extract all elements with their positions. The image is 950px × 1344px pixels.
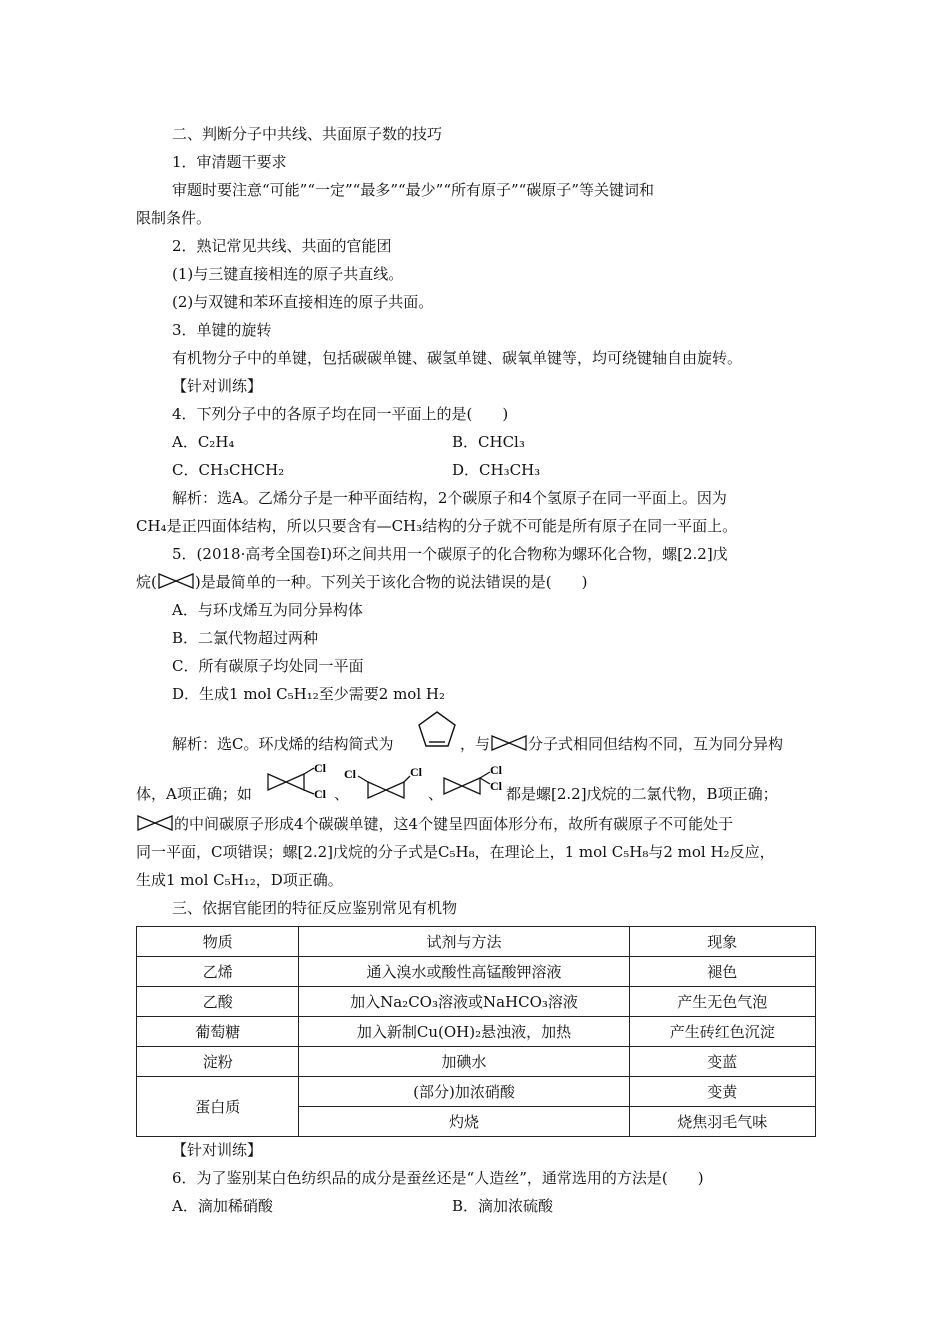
table-header-row xyxy=(137,927,816,957)
table-cell: 葡萄糖 xyxy=(137,1017,299,1047)
question-5-stem xyxy=(136,572,587,592)
option-c: C．CH₃CHCH₂ xyxy=(172,461,285,479)
option-a: A．滴加稀硝酸 xyxy=(172,1197,273,1215)
analysis: 解析：选A。乙烯分子是一种平面结构，2个碳原子和4个氢原子在同一平面上。因为 xyxy=(172,489,727,507)
option-d: D．生成1 mol C₅H₁₂至少需要2 mol H₂ xyxy=(172,685,445,703)
list-item: (1)与三键直接相连的原子共直线。 xyxy=(172,265,404,283)
table-cell: 烧焦羽毛气味 xyxy=(629,1107,815,1137)
separator: 、 xyxy=(428,785,444,803)
table-cell: 加入Na₂CO₃溶液或NaHCO₃溶液 xyxy=(299,987,629,1017)
stem-text: 烷( xyxy=(136,573,157,591)
question-6-stem: 6．为了鉴别某白色纺织品的成分是蚕丝还是“人造丝”，通常选用的方法是( ) xyxy=(172,1169,704,1187)
analysis: ，与 xyxy=(460,735,491,753)
table-cell: 加碘水 xyxy=(299,1047,629,1077)
table-cell: 淀粉 xyxy=(137,1047,299,1077)
analysis: 分子式相同但结构不同，互为同分异构 xyxy=(528,735,784,753)
question-4-stem: 4．下列分子中的各原子均在同一平面上的是( ) xyxy=(172,405,509,423)
option-d: D．CH₃CH₃ xyxy=(452,461,541,479)
option-b: B．二氯代物超过两种 xyxy=(172,629,319,647)
training-label: 【针对训练】 xyxy=(172,1141,263,1159)
table-cell: 产生无色气泡 xyxy=(629,987,815,1017)
chlorine-label: Cl xyxy=(490,779,502,793)
analysis: 解析：选C。环戊烯的结构简式为 xyxy=(172,735,394,753)
table-row xyxy=(137,1077,816,1107)
functional-group-table xyxy=(136,926,816,1137)
option-a: A．C₂H₄ xyxy=(172,433,235,451)
training-label: 【针对训练】 xyxy=(172,377,263,395)
table-row xyxy=(137,957,816,987)
paragraph: 审题时要注意“可能”“一定”“最多”“最少”“所有原子”“碳原子”等关键词和 xyxy=(172,181,655,199)
table-header: 物质 xyxy=(137,927,299,957)
subheading-2: 2．熟记常见共线、共面的官能团 xyxy=(172,237,392,255)
section-heading: 三、依据官能团的特征反应鉴别常见有机物 xyxy=(172,899,458,917)
chlorine-label: Cl xyxy=(344,767,356,781)
cyclopentene-structure-icon xyxy=(416,710,458,748)
dichloro-structure-1-icon xyxy=(264,760,334,800)
subheading-1: 1．审清题干要求 xyxy=(172,153,287,171)
analysis: 体，A项正确；如 xyxy=(136,785,252,803)
option-b: B．CHCl₃ xyxy=(452,433,525,451)
spiropentane-structure-icon xyxy=(136,814,174,832)
analysis: 的中间碳原子形成4个碳碳单键，这4个键呈四面体形分布，故所有碳原子不可能处于 xyxy=(174,815,734,833)
stem-text: )是最简单的一种。下列关于该化合物的说法错误的是( ) xyxy=(194,573,588,591)
table-cell: 变蓝 xyxy=(629,1047,815,1077)
dichloro-structure-2-icon xyxy=(344,762,428,800)
table-cell: 灼烧 xyxy=(299,1107,629,1137)
option-a: A．与环戊烯互为同分异构体 xyxy=(172,601,363,619)
paragraph: 限制条件。 xyxy=(136,209,212,227)
option-b: B．滴加浓硫酸 xyxy=(452,1197,554,1215)
separator: 、 xyxy=(334,785,350,803)
table-cell: 乙烯 xyxy=(137,957,299,987)
table-header: 现象 xyxy=(629,927,815,957)
subheading-3: 3．单键的旋转 xyxy=(172,321,272,339)
list-item: (2)与双键和苯环直接相连的原子共面。 xyxy=(172,293,434,311)
dichloro-structure-3-icon xyxy=(440,762,506,802)
section-heading: 二、判断分子中共线、共面原子数的技巧 xyxy=(172,125,443,143)
table-cell: 乙酸 xyxy=(137,987,299,1017)
option-c: C．所有碳原子均处同一平面 xyxy=(172,657,364,675)
table-cell: 蛋白质 xyxy=(137,1077,299,1137)
chlorine-label: Cl xyxy=(314,787,326,800)
paragraph: 有机物分子中的单键，包括碳碳单键、碳氢单键、碳氧单键等，均可绕键轴自由旋转。 xyxy=(172,349,743,367)
analysis: 都是螺[2.2]戊烷的二氯代物，B项正确； xyxy=(506,785,778,803)
table-cell: 通入溴水或酸性高锰酸钾溶液 xyxy=(299,957,629,987)
question-5-stem: 5．(2018·高考全国卷Ⅰ)环之间共用一个碳原子的化合物称为螺环化合物，螺[2.2]戊 xyxy=(172,545,728,563)
chlorine-label: Cl xyxy=(314,761,326,775)
chlorine-label: Cl xyxy=(490,763,502,777)
table-cell: 加入新制Cu(OH)₂悬浊液，加热 xyxy=(299,1017,629,1047)
analysis: CH₄是正四面体结构，所以只要含有—CH₃结构的分子就不可能是所有原子在同一平面上。 xyxy=(136,517,738,535)
table-header: 试剂与方法 xyxy=(299,927,629,957)
table-row xyxy=(137,987,816,1017)
analysis: 同一平面，C项错误；螺[2.2]戊烷的分子式是C₅H₈，在理论上，1 mol C₅H₈与2 mol H₂反应， xyxy=(136,843,775,861)
table-row xyxy=(137,1047,816,1077)
table-row xyxy=(137,1017,816,1047)
analysis: 生成1 mol C₅H₁₂，D项正确。 xyxy=(136,871,343,889)
table-cell: 变黄 xyxy=(629,1077,815,1107)
spiropentane-structure-icon xyxy=(157,572,195,590)
spiropentane-structure-icon xyxy=(490,734,528,752)
table-cell: 褪色 xyxy=(629,957,815,987)
chlorine-label: Cl xyxy=(410,765,422,779)
table-cell: 产生砖红色沉淀 xyxy=(629,1017,815,1047)
table-cell: (部分)加浓硝酸 xyxy=(299,1077,629,1107)
